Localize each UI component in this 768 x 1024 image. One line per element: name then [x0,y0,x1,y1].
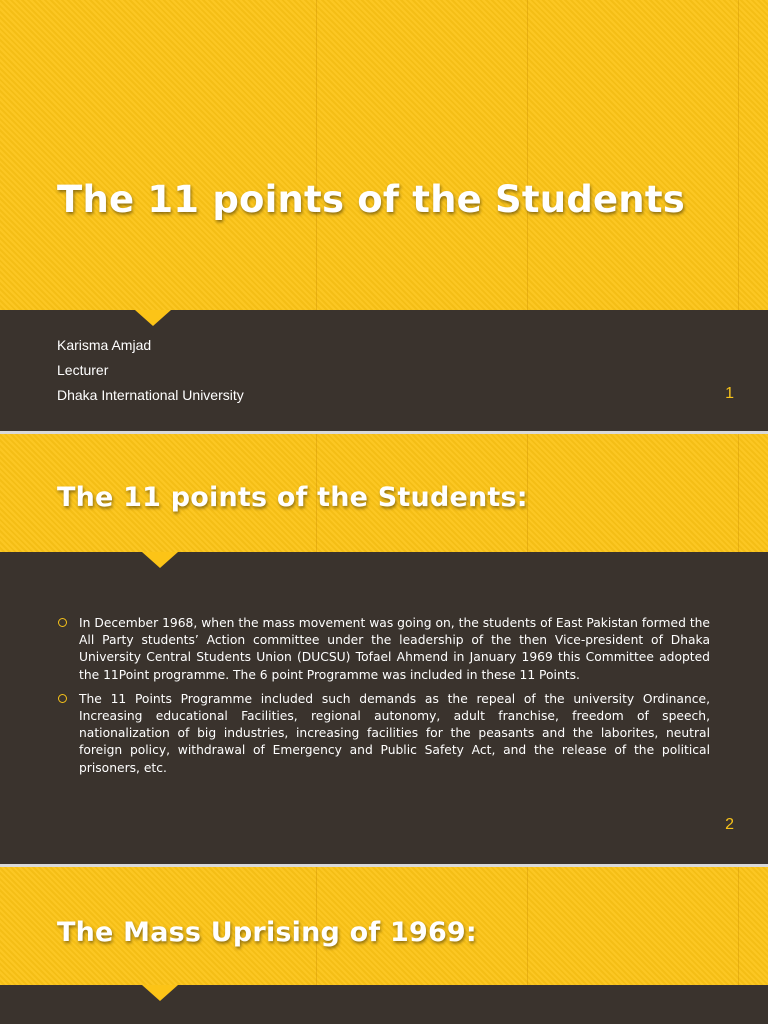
bullet-list [58,615,710,784]
bullet-text: The 11 Points Programme included such demands as the repeal of the university Ordinance, Increasing educational Facilities, regional autonomy, adult franchise, freedom of speech, nationalization of big industries, increasing facilities for the peasants and the laborites, neutral foreign policy, withdrawal of Emergency and Public Safety Act, and the release of the political prisoners, etc. [79,691,710,775]
slide-2-notch [142,552,178,568]
hollow-circle-bullet-icon [58,618,67,627]
hollow-circle-bullet-icon [58,694,67,703]
author-role: Lecturer [57,362,109,378]
slide-1-title-area [0,0,768,310]
slide-1-title: The 11 points of the Students [57,178,685,221]
author-name: Karisma Amjad [57,337,152,353]
slide-1-number: 1 [725,385,734,402]
slide-1-notch [135,310,171,326]
bullet-item [58,615,710,684]
slide-2-number: 2 [725,816,734,833]
slide-3 [0,867,768,1024]
author-institution: Dhaka International University [57,387,244,403]
slide-3-notch [142,985,178,1001]
bullet-text: In December 1968, when the mass movement was going on, the students of East Pakistan formed the All Party students’ Action committee under the leadership of the then Vice-president of Dhaka University Central Students Union (DUCSU) Tofael Ahmend in January 1969 this Committee adopted the 11Point programme. The 6 point Programme was included in these 11 Points. [79,616,710,682]
slide-1-subtitle-area [0,310,768,431]
slide-1 [0,0,768,431]
slide-2 [0,434,768,864]
slide-2-title: The 11 points of the Students: [57,482,528,513]
slide-3-content-area [0,985,768,1024]
slide-3-title: The Mass Uprising of 1969: [57,917,477,948]
bullet-item [58,691,710,777]
